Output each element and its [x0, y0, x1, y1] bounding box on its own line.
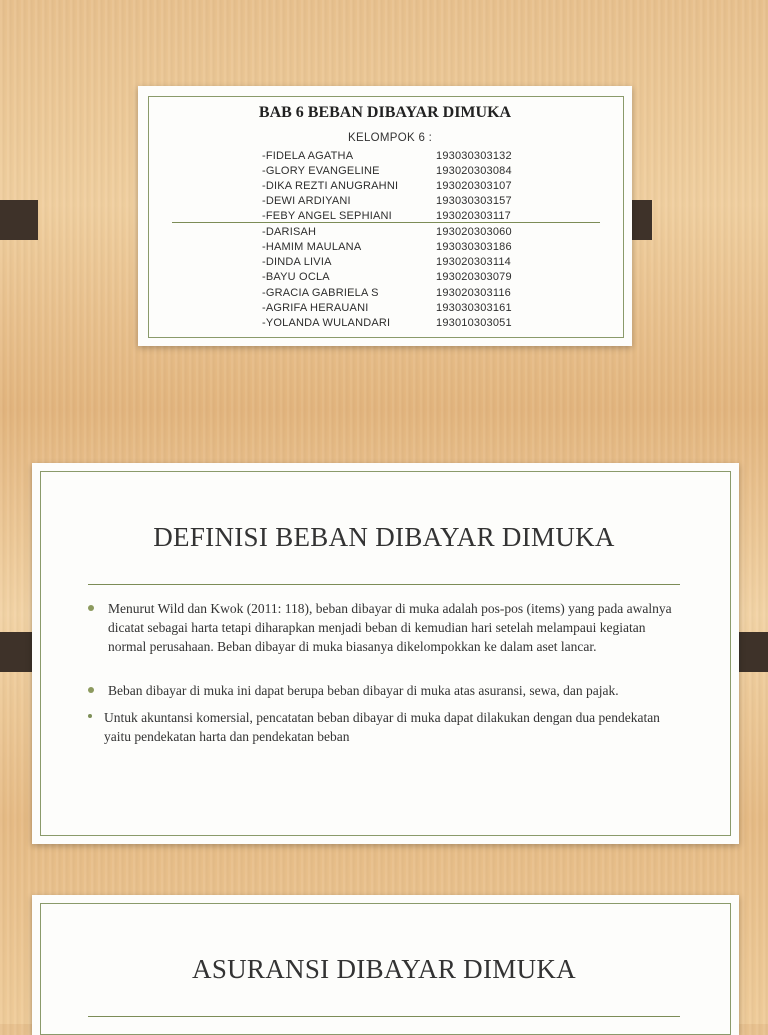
member-name: -FIDELA AGATHA [262, 150, 354, 162]
member-row [262, 195, 562, 210]
member-row [262, 165, 562, 180]
member-name: -DARISAH [262, 226, 317, 238]
member-name: -DIKA REZTI ANUGRAHNI [262, 180, 399, 192]
member-name: -BAYU OCLA [262, 271, 330, 283]
member-row [262, 302, 562, 317]
member-id: 193020303116 [436, 287, 511, 299]
slide2-divider [88, 584, 680, 585]
member-name: -FEBY ANGEL SEPHIANI [262, 210, 392, 222]
member-name: -GRACIA GABRIELA S [262, 287, 379, 299]
member-id: 193020303060 [436, 226, 512, 238]
member-row [262, 210, 562, 225]
bullet-item [88, 708, 678, 748]
member-name: -DEWI ARDIYANI [262, 195, 351, 207]
slide2-left-tab [0, 632, 34, 672]
bullet-dot-icon [88, 714, 92, 718]
member-name: -GLORY EVANGELINE [262, 165, 380, 177]
slide3-divider [88, 1016, 680, 1017]
bullet-text: Menurut Wild dan Kwok (2011: 118), beban dibayar di muka adalah pos-pos (items) yang pada awalnya dicatat sebagai harta tetapi diharapkan menjadi beban di kemudian hari setelah melampaui kegiatan normal perusahaan. Beban dibayar di muka biasanya dikelompokkan ke dalam aset lancar. [108, 601, 672, 654]
member-name: -AGRIFA HERAUANI [262, 302, 369, 314]
member-id: 193020303079 [436, 271, 512, 283]
member-row [262, 241, 562, 256]
member-row [262, 271, 562, 286]
member-id: 193010303051 [436, 317, 512, 329]
member-id: 193030303161 [436, 302, 512, 314]
bullet-dot-icon [88, 605, 94, 611]
member-id: 193020303084 [436, 165, 512, 177]
bullet-text: Beban dibayar di muka ini dapat berupa beban dibayar di muka atas asuransi, sewa, dan pajak. [108, 683, 619, 698]
bullet-item [88, 681, 678, 701]
member-name: -DINDA LIVIA [262, 256, 332, 268]
member-id: 193020303107 [436, 180, 512, 192]
member-id: 193030303186 [436, 241, 512, 253]
member-row [262, 287, 562, 302]
member-id: 193020303117 [436, 210, 511, 222]
member-id: 193020303114 [436, 256, 511, 268]
member-id: 193030303132 [436, 150, 512, 162]
bullet-text: Untuk akuntansi komersial, pencatatan beban dibayar di muka dapat dilakukan dengan dua pendekatan yaitu pendekatan harta dan pendekatan beban [104, 710, 660, 744]
slide1-subtitle: KELOMPOK 6 : [348, 132, 433, 144]
slide3-title: ASURANSI DIBAYAR DIMUKA [192, 954, 576, 984]
member-name: -HAMIM MAULANA [262, 241, 362, 253]
member-row [262, 317, 562, 332]
member-row [262, 256, 562, 271]
member-name: -YOLANDA WULANDARI [262, 317, 391, 329]
slide1-title: BAB 6 BEBAN DIBAYAR DIMUKA [258, 104, 512, 121]
member-id: 193030303157 [436, 195, 512, 207]
bullet-dot-icon [88, 687, 94, 693]
slide1-left-tab [0, 200, 38, 240]
slide2-title: DEFINISI BEBAN DIBAYAR DIMUKA [153, 522, 615, 552]
bullet-item [88, 599, 678, 679]
member-row [262, 180, 562, 195]
member-row [262, 150, 562, 165]
member-row [262, 226, 562, 241]
